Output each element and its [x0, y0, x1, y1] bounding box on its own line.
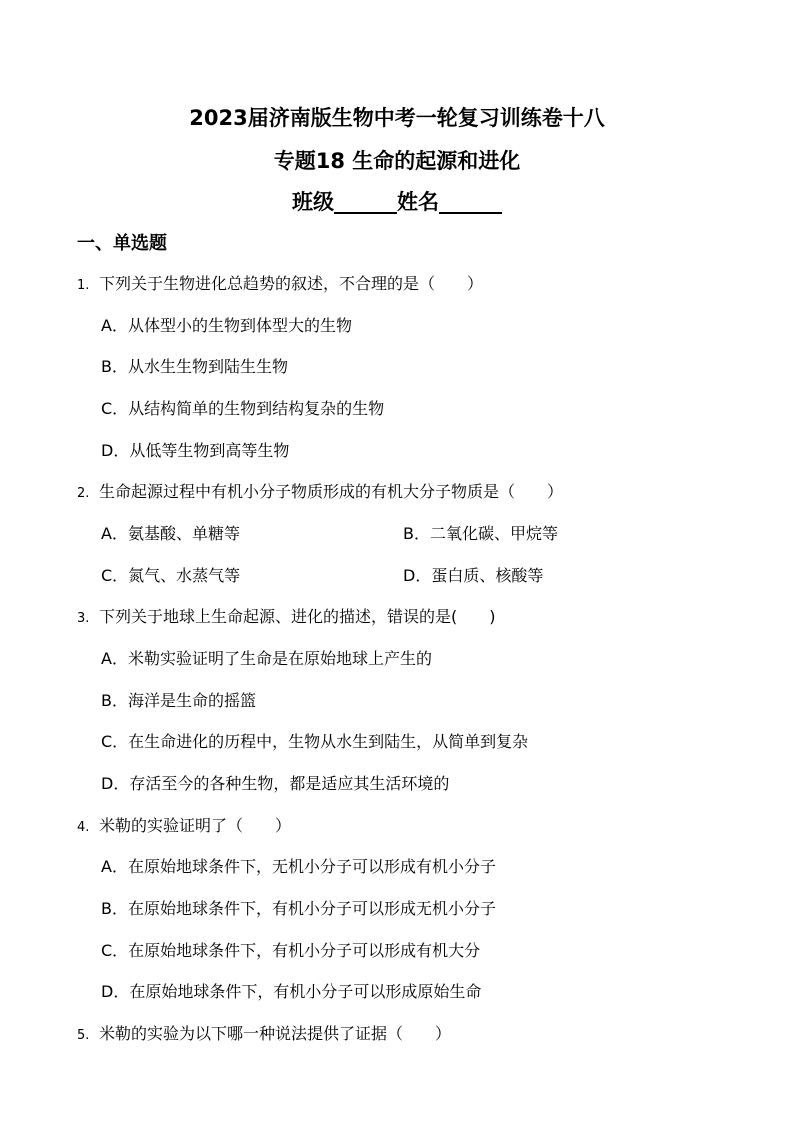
question-2 [77, 480, 563, 506]
question-stem: 生命起源过程中有机小分子物质形成的有机大分子物质是（ ） [99, 482, 564, 501]
question-3-option-c: C．在生命进化的历程中，生物从水生到陆生，从简单到复杂 [101, 732, 529, 751]
question-1-option-d: D．从低等生物到高等生物 [101, 441, 290, 460]
question-3 [77, 605, 496, 631]
question-4-option-d: D．在原始地球条件下，有机小分子可以形成原始生命 [101, 982, 482, 1001]
question-number: 1. [77, 278, 90, 293]
question-2-option-a: A．氨基酸、单糖等 [101, 524, 240, 543]
question-4-option-c: C．在原始地球条件下，有机小分子可以形成有机大分 [101, 941, 481, 960]
question-stem: 下列关于地球上生命起源、进化的描述，错误的是( ) [99, 607, 496, 626]
question-number: 4. [77, 820, 90, 835]
question-2-option-d: D．蛋白质、核酸等 [403, 566, 544, 585]
class-name-line: 班级______姓名______ [292, 190, 502, 214]
question-1 [77, 272, 483, 298]
question-stem: 米勒的实验为以下哪一种说法提供了证据（ ） [99, 1024, 452, 1043]
question-2-option-c: C．氮气、水蒸气等 [101, 566, 241, 585]
question-number: 2. [77, 486, 90, 501]
section-heading: 一、单选题 [77, 233, 167, 254]
question-stem: 米勒的实验证明了（ ） [99, 816, 292, 835]
question-stem: 下列关于生物进化总趋势的叙述，不合理的是（ ） [99, 274, 484, 293]
question-number: 5. [77, 1028, 90, 1043]
question-number: 3. [77, 611, 90, 626]
question-1-option-a: A．从体型小的生物到体型大的生物 [101, 316, 352, 335]
question-1-option-b: B．从水生生物到陆生生物 [101, 357, 288, 376]
page-subtitle: 专题18 生命的起源和进化 [273, 149, 521, 173]
question-3-option-b: B．海洋是生命的摇篮 [101, 691, 256, 710]
question-2-option-b: B．二氧化碳、甲烷等 [403, 524, 558, 543]
question-4 [77, 814, 291, 840]
question-3-option-d: D．存活至今的各种生物，都是适应其生活环境的 [101, 774, 450, 793]
question-3-option-a: A．米勒实验证明了生命是在原始地球上产生的 [101, 649, 432, 668]
question-5 [77, 1022, 451, 1048]
question-1-option-c: C．从结构简单的生物到结构复杂的生物 [101, 399, 385, 418]
question-4-option-b: B．在原始地球条件下，有机小分子可以形成无机小分子 [101, 899, 496, 918]
question-4-option-a: A．在原始地球条件下，无机小分子可以形成有机小分子 [101, 857, 496, 876]
page-title: 2023届济南版生物中考一轮复习训练卷十八 [189, 106, 605, 130]
